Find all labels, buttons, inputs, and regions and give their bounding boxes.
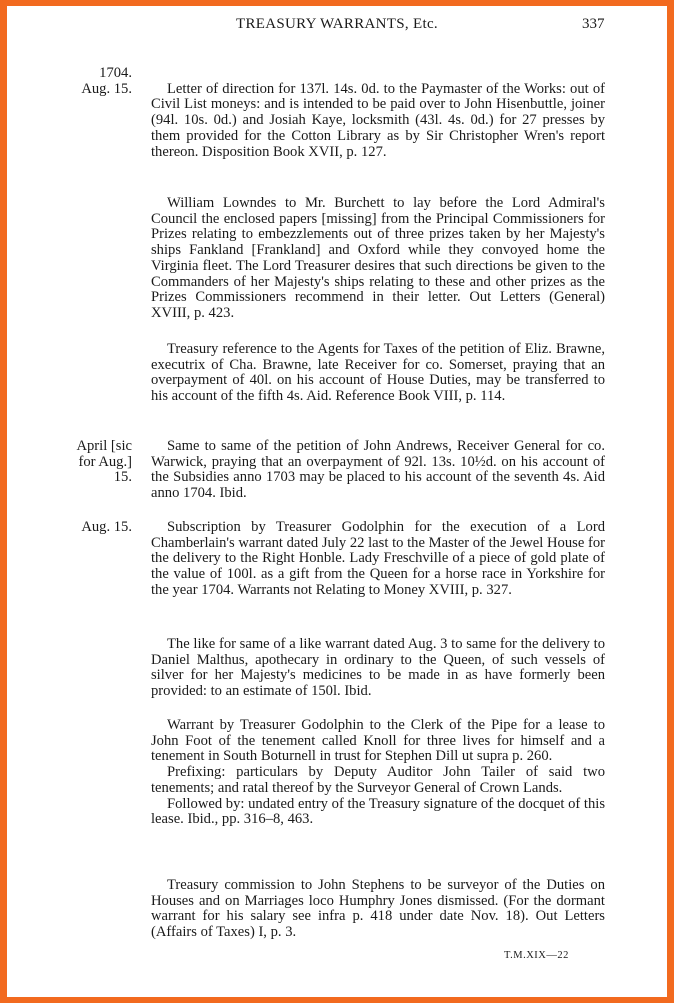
date-day: Aug. 15. — [81, 80, 132, 97]
running-header — [7, 16, 667, 38]
entry-text — [151, 196, 605, 322]
entry-date — [62, 439, 132, 486]
entry-text — [151, 637, 605, 700]
date-line: 15. — [113, 469, 132, 486]
date-line: for Aug.] — [78, 453, 132, 470]
entry-date — [62, 520, 132, 536]
entry-text — [151, 439, 605, 502]
paragraph: Warrant by Treasurer Godolphin to the Clerk of the Pipe for a lease to John Foot of the tenement called Knoll for three lives for himself and a tenement in South Boturnell in trust for Stephen Dill ut supra p. 260. — [151, 717, 605, 765]
entry-text — [151, 342, 605, 405]
paragraph: Treasury reference to the Agents for Taxes of the petition of Eliz. Brawne, executrix of Cha. Brawne, late Receiver for co. Somerset, praying that an overpayment of 40l. on his account of House Duties, may be transferred to his account of the fifth 4s. Aid. Reference Book VIII, p. 114. — [151, 341, 605, 405]
date-day: Aug. 15. — [81, 519, 132, 535]
date-year: 1704. — [99, 65, 132, 81]
paragraph: Followed by: undated entry of the Treasury signature of the docquet of this lease. Ibid., pp. 316–8, 463. — [151, 795, 605, 828]
running-title: TREASURY WARRANTS, Etc. — [236, 16, 438, 32]
entry-text — [151, 82, 605, 161]
paragraph: Same to same of the petition of John Andrews, Receiver General for co. Warwick, praying that an overpayment of 92l. 13s. 10½d. on his account of the Subsidies anno 1703 may be placed to his account of the seventh 4s. Aid anno 1704. Ibid. — [151, 438, 605, 502]
signature-mark: T.M.XIX—22 — [504, 950, 569, 961]
paragraph: Treasury commission to John Stephens to be surveyor of the Duties on Houses and on Marriages loco Humphry Jones dismissed. (For the dormant warrant for his salary see infra p. 418 under date Nov. 18). Out Letters (Affairs of Taxes) I, p. 3. — [151, 877, 605, 941]
entry-text — [151, 878, 605, 941]
paragraph: Subscription by Treasurer Godolphin for the execution of a Lord Chamberlain's warrant dated July 22 last to the Master of the Jewel House for the delivery to the Right Honble. Lady Freschville of a piece of gold plate of the value of 100l. as a gift from the Queen for a horse race in Yorkshire for the year 1704. Warrants not Relating to Money XVIII, p. 327. — [151, 519, 605, 598]
entry-date — [62, 66, 132, 97]
paragraph: William Lowndes to Mr. Burchett to lay before the Lord Admiral's Council the enclosed papers [missing] from the Principal Commissioners for Prizes relating to embezzlements out of three prizes taken by her Majesty's ships Fankland [Frankland] and Oxford while they convoyed home the Virginia fleet. The Lord Treasurer desires that such directions be given to the Commanders of her Majesty's ships relating to these and other prizes as the Prizes Commissioners recommend in their letter. Out Letters (General) XVIII, p. 423. — [151, 195, 605, 321]
entry-text — [151, 718, 605, 828]
paragraph: Prefixing: particulars by Deputy Auditor John Tailer of said two tenements; and ratal thereof by the Surveyor General of Crown Lands. — [151, 764, 605, 796]
entry-text — [151, 520, 605, 599]
date-line: April [sic — [76, 438, 132, 454]
page-number: 337 — [582, 16, 605, 32]
document-page — [7, 6, 667, 997]
paragraph: Letter of direction for 137l. 14s. 0d. to the Paymaster of the Works: out of Civil List moneys: and is intended to be paid over to John Hisenbuttle, joiner (94l. 10s. 0d.) and Josiah Kaye, locksmith (43l. 4s. 0d.) for 27 presses by them provided for the Cotton Library as by Sir Christopher Wren's report thereon. Disposition Book XVII, p. 127. — [151, 80, 605, 160]
paragraph: The like for same of a like warrant dated Aug. 3 to same for the delivery to Daniel Malthus, apothecary in ordinary to the Queen, of such vessels of silver for her Majesty's medicines to be made in as have formerly been provided: to an estimate of 150l. Ibid. — [151, 636, 605, 700]
